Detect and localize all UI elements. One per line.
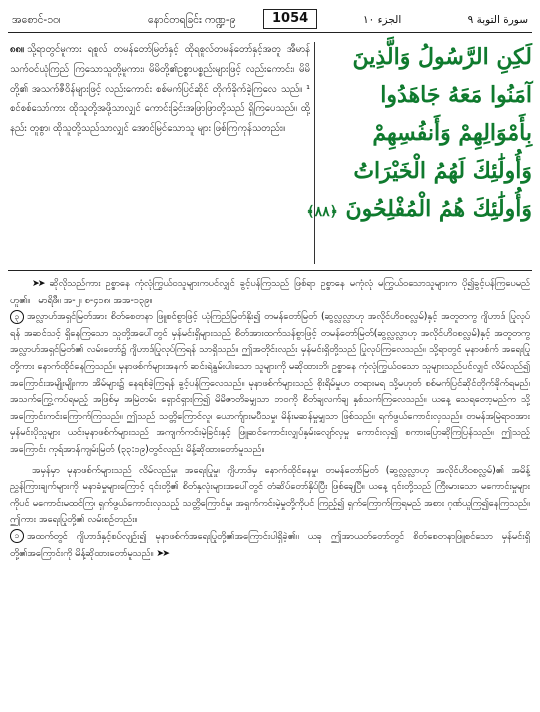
header-section: နောင်တရခြင်း ကဏ္ဍ-၉ [148, 14, 236, 26]
arabic-line-text: وَأُولَٰئِكَ هُمُ الْمُفْلِحُونَ [345, 196, 532, 222]
commentary-text: ဆိုလိုသည်ကား ဥစ္စာနေ ကုံလုံကြွယ်ဝသူများကပင်လျှင် ခွင့်ပန်ကြသည် ဖြစ်ရာ ဥစ္စာနေ မကုံလုံ မကြွယ်ဝသောသူများက ပို၍ခွင့်ပန်ကြပေမည်ဟူ၏။ [10, 278, 530, 306]
commentary-text: အမှန်မှာ မုနာဖစ်က်များသည် လိမ်လည်မှု၊ အရေးပြုမှု၊ ဂျိဟာဒ်မှ နောက်ထိုင်နေမှု၊ တမန်တော်မြတ် (ဆွလ္လလ္လာဟု အလိုင်ဟိဝစလ္လမ်)၏ အမိန့်ညွှန်ကြားချက်များကို မနာခံမှုများကြောင့် ၎င်းတို့၏ စိတ်နှလုံးများအပေါ်တွင် တံဆိပ်တော်နှိပ်ပြီး ဖြစ်ချေပြီ။ ယနေ့ ၎င်းတို့သည် ကြီးမားသော မကောင်းမှုများကိုပင် မကောင်းမထင်ကြ၊ ရှက်ဖွယ်ကောင်းလှသည့် သတ္တိကြောင်မှု၊ အရှက်ကင်းမဲ့မှုတို့ကိုပင် ကြည့်၍ ရှက်ကြောက်ကြရမည် အစား ဂုဏ်ယူကြ၍နေကြသည်။ ဤကား အရေးပြုတို့၏ လမ်းစဉ်တည်း။ [10, 464, 530, 526]
arabic-line: آمَنُوا مَعَهُ جَاهَدُوا [380, 82, 532, 108]
commentary-text: အလ္လာဟ်အရှင်မြတ်အား စိတ်စေတနာ ဖြူစင်စွာဖြင့် ယုံကြည်မြတ်နိုး၍ တမန်တော်မြတ် (ဆွလ္လလ္လာဟု အလိုင်ဟိဝစလ္လမ်)နှင့် အတူတကွ ဂျိဟာဒ် ပြုလုပ်ရန် အဆင်သင့် ရှိနေကြသော သူတို့အပေါ်တွင် မှန်မင်းရှိများသည် စိတ်အားထက်သန်စွာဖြင့် တမန်တော်မြတ်(ဆွလ္လလ္လာဟု အလိုင်ဟိဝစလ္လမ်)နှင့် အတူတကွ အလ္လာဟ်အရှင်မြတ်၏ လမ်းတော်၌ ဂျိဟာဒ်ပြုလုပ်ကြရန် သာရှိသည်။ ဤအတိုင်းလည်း မှန်မင်းရှိတို့သည် ပြုလုပ်ကြလေသည်။ သို့ရာတွင် မုနာဖစ်က် အရေးပြုတို့ကား နောက်ထိုင်နေကြသည်။ မုနာဖစ်က်များအနက် ဆင်းရဲနွမ်းပါးသော သူများကို မဆိုထားဘိ၊ ဥစ္စာနေ ကုံလုံကြွယ်ဝသော သူများသည်ပင်လျှင် လိမ်လည်၍ အကြောင်းအမျိုးမျိုးကာ အိမ်များ၌ နေရစ်ခဲ့ကြရန် ခွင့်ပန်ကြလေသည်။ မုနာဖစ်က်များသည် စိုးရိမ်မှုဟ တရားမရ သို့မဟုတ် စစ်မက်ပြင်ဆိုင်တိုက်ခိုက်ရမည်၊ အသက်ကြွေ့ကပ်ရမည့် အဖြစ်မှ အမြဲတမ်း ရှောင်ရှားကြ၍ မိမိဇာတိခမျှသာ ဘဝကို စိတ်ချလက်ချ နှစ်သက်ကြလေသည်။ ယနေ့ သေရတော့မည်က သို့ အကြောင်းကင်းကြောက်ကြသည်။ ဤသည် သတ္တိကြောင်လူ၊ ယောက်ျားမပီသမှု၊ မိန်းမဆန်မှုမျှသာ ဖြစ်သည်။ ရက်ဖွယ်ကောင်းလှသည်။ တမန်အမြဲရာဝအား မှန်မင်းပိုသူများ ယင်းမုနာဖစ်က်များသည် အကျက်ကင်းမဲ့ခြင်းနှင့် ဖြူဆင်ကောင်းလျှပ်နှမ်းလျော်လှမှု ကောင်းလှ၍ စကားပြောဆိုကြပြန်သည်။ ဤသည့်အကြောင်း ကုရ်အာန်ကျမ်းမြတ် (၃၃:၁၉)တွင်လည်း မိန့်ဆိုထားတော်မူသည်။ [10, 311, 530, 455]
page-number: 1054 [263, 9, 317, 29]
arabic-line [306, 190, 532, 231]
arabic-verse [306, 38, 532, 231]
footnote-number: ၃ [10, 310, 24, 324]
reference: မာရိဖီ။ အ-၂၊ စ-၄၁၈၊ အအ-၁၃၉။ [38, 294, 153, 306]
commentary-paragraph [10, 276, 530, 309]
footnote-number: ၁ [10, 529, 24, 543]
commentary-paragraph [10, 463, 530, 529]
commentary-paragraph [10, 309, 530, 458]
header-chapter: အစောင်-၁၀၊ [12, 14, 61, 26]
arabic-line: بِأَمْوَالِهِمْ وَأَنفُسِهِمْ [372, 120, 532, 146]
arabic-line: لَكِنِ الرَّسُولُ وَالَّذِينَ [352, 44, 532, 70]
arrow-icon: ➤➤ [156, 547, 169, 559]
verse-number: ၈၈။ [10, 44, 24, 55]
commentary-paragraph [10, 529, 530, 562]
commentary [10, 276, 530, 562]
header-juz: الجزء ١٠ [363, 14, 402, 26]
header-sura: سورة التوبة ٩ [467, 14, 528, 26]
commentary-text: အထက်တွင် ဂျိဟာဒ်နှင့်စပ်လျဉ်း၍ မုနာဖစ်က်အရေးပြုတို့၏အကြောင်းပါရှိခဲ့၏။ ယခု ဤအာယတ်တော်တွင် စိတ်စေတနာဖြူစင်သော မှန်မင်းရှိတို့၏အကြောင်းကို မိန့်ဆိုထားတော်မူသည်။ [10, 530, 530, 559]
page-header [8, 8, 532, 33]
translation-text [10, 40, 310, 139]
section-divider [8, 270, 532, 271]
page [8, 8, 532, 706]
arabic-line: وَأُولَٰئِكَ لَهُمُ الْخَيْرَاتُ [353, 158, 532, 184]
ayah-marker: ﴿٨٨﴾ [306, 204, 338, 220]
arrow-icon: ➤➤ [32, 278, 44, 289]
translation-body: သို့ရာတွင်မူကား ရစူလ် တမန်တော်မြတ်နှင့် ထိုရစူလ်တမန်တော်နှင့်အတူ အီမာန်သက်ဝင်ယုံကြည် ကြသောသူတို့မူကား၊ မိမိတို့၏ဥစ္စာပစ္စည်းများဖြင့် လည်းကောင်း၊ မိမိတို့၏ အသက်ဇီဝိန်များဖြင့် လည်းကောင်း စစ်မက်ပြင်ဆိုင် တိုက်ခိုက်ခဲ့ကြလေ သည်။ ¹ စင်စစ်သော်ကား ထိုသူတို့အဖို့သာလျှင် ကောင်းခြင်းအဖြာဖြာတို့သည် ရှိကြပေသည်။ ထို့နည်း တူစွာ၊ ထိုသူတို့သည်သာလျှင် အောင်မြင်သောသူ များ ဖြစ်ကြကုန်သတည်း။ [10, 44, 310, 135]
verse-block [8, 38, 532, 266]
